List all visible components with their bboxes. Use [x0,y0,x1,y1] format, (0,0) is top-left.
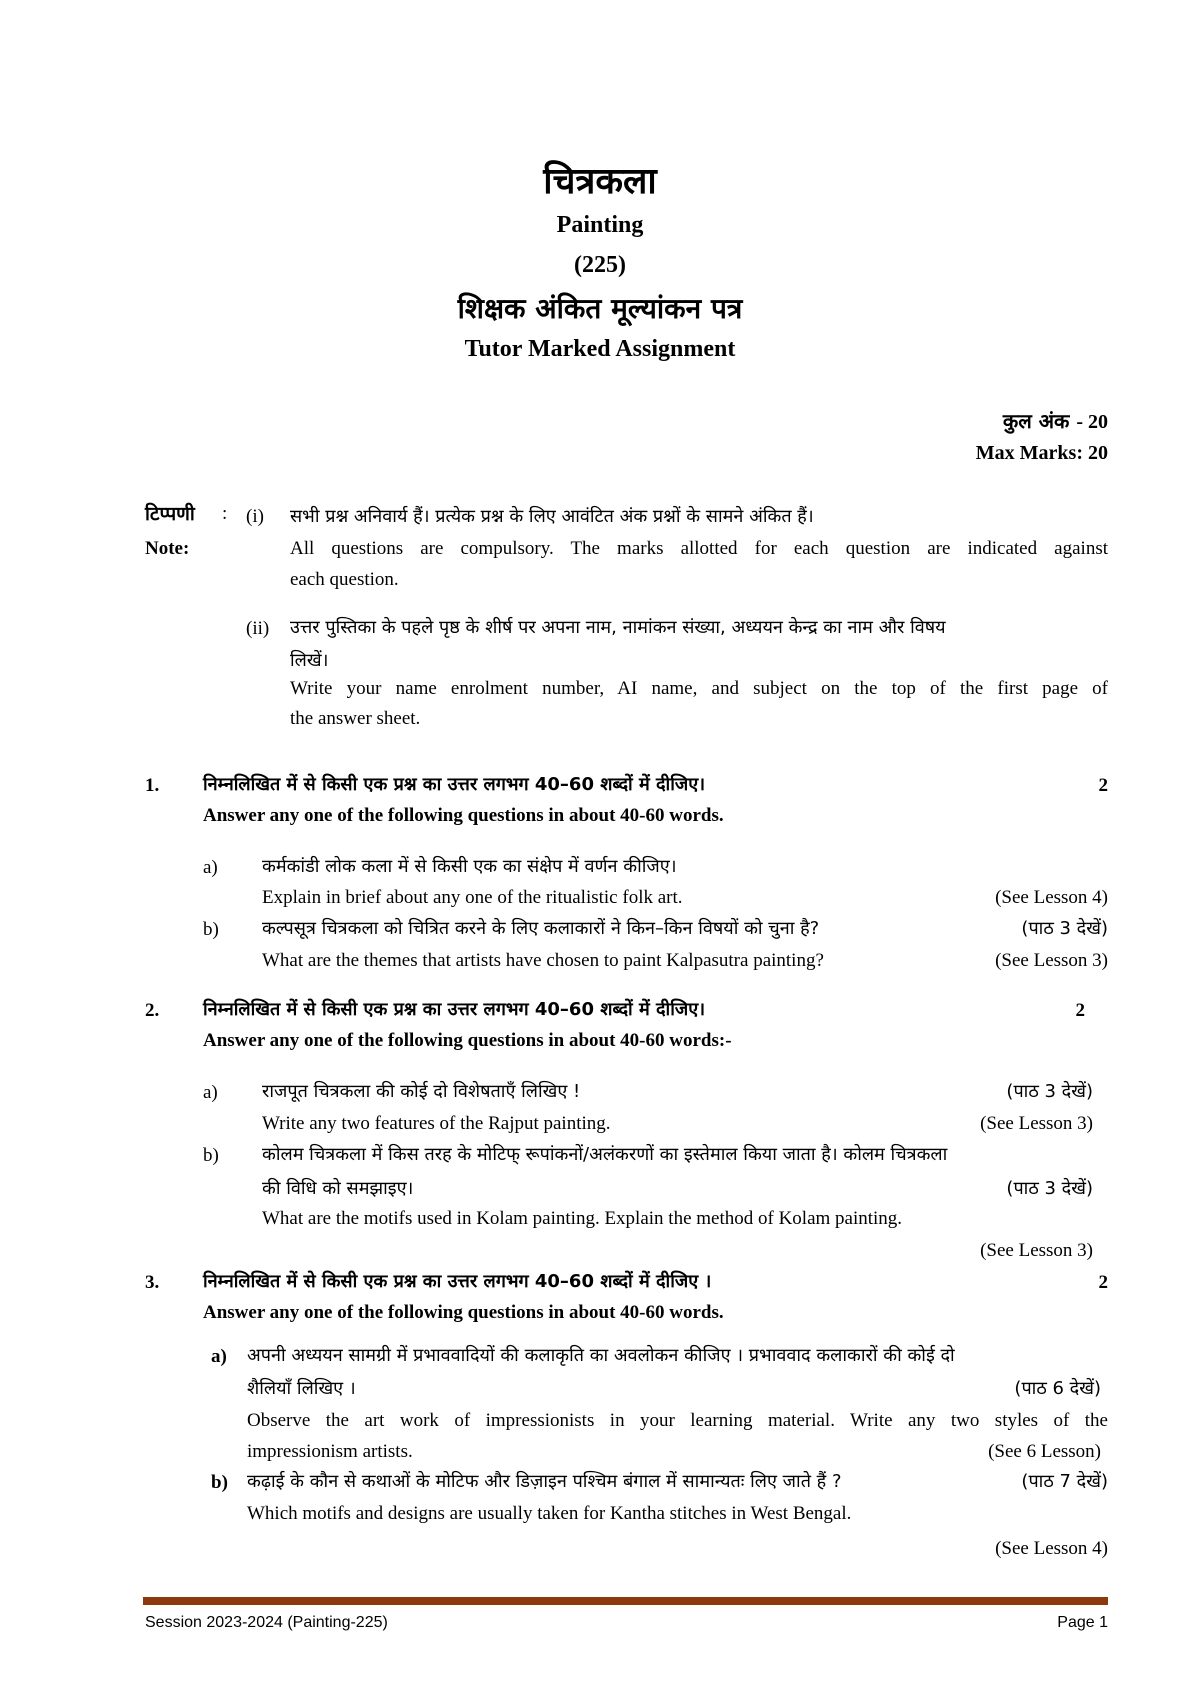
subquestion-hindi: शैलियाँ लिखिए । [247,1378,356,1399]
note-item-number: (i) [246,506,264,527]
total-marks-value: - 20 [1076,411,1108,433]
subquestion-english: Write any two features of the Rajput painting. [262,1113,611,1134]
note-item-english-line: Write your name enrolment number, AI name, and subject on the top of the first page of [290,678,1108,699]
note-label-hindi: टिप्पणी [145,503,195,525]
lesson-reference: (See 6 Lesson) [988,1441,1101,1462]
lesson-reference: (See Lesson 4) [995,1538,1108,1559]
subquestion-hindi: राजपूत चित्रकला की कोई दो विशेषताएँ लिखिए ! [262,1081,581,1102]
subquestion-english: What are the themes that artists have chosen to paint Kalpasutra painting? [262,950,824,971]
subquestion-hindi: कढ़ाई के कौन से कथाओं के मोटिफ और डिज़ाइन पश्चिम बंगाल में सामान्यतः लिए जाते हैं ? [247,1471,842,1492]
page-title-hindi: चित्रकला [543,161,657,202]
subquestion-hindi: कल्पसूत्र चित्रकला को चित्रित करने के लिए कलाकारों ने किन–किन विषयों को चुना है? [262,918,820,939]
question-instruction-hindi: निम्नलिखित में से किसी एक प्रश्न का उत्तर लगभग 40–60 शब्दों में दीजिए। [203,774,706,795]
lesson-reference-hindi: (पाठ 3 देखें) [1006,1178,1093,1199]
note-item-number: (ii) [246,618,270,639]
footer-rule [143,1597,1108,1605]
subquestion-label: b) [203,919,219,940]
question-instruction-hindi: निम्नलिखित में से किसी एक प्रश्न का उत्तर लगभग 40–60 शब्दों में दीजिए। [203,999,706,1020]
subquestion-english: Explain in brief about any one of the ritualistic folk art. [262,887,683,908]
subtitle-english: Tutor Marked Assignment [464,336,736,362]
question-instruction-english: Answer any one of the following questions in about 40-60 words. [203,805,724,826]
note-item-hindi: सभी प्रश्न अनिवार्य हैं। प्रत्येक प्रश्न के लिए आवंटित अंक प्रश्नों के सामने अंकित हैं। [290,506,814,527]
note-label-english: Note: [145,538,190,559]
total-marks-label: कुल अंक [1002,409,1070,433]
lesson-reference: (See Lesson 4) [995,887,1108,908]
footer-page-number: Page 1 [1057,1614,1108,1631]
note-item-english-line: the answer sheet. [290,708,421,729]
subquestion-label: b) [211,1472,228,1493]
subquestion-label: a) [203,1082,218,1103]
note-item-hindi: उत्तर पुस्तिका के पहले पृष्ठ के शीर्ष पर अपना नाम, नामांकन संख्या, अध्ययन केन्द्र का नाम और विषय [290,617,946,638]
lesson-reference: (See Lesson 3) [995,950,1108,971]
lesson-reference-hindi: (पाठ 3 देखें) [1021,918,1108,939]
question-instruction-english: Answer any one of the following questions in about 40-60 words. [203,1302,724,1323]
question-number: 3. [145,1272,160,1293]
subquestion-english: impressionism artists. [247,1441,413,1462]
note-item-hindi: लिखें। [290,650,329,671]
lesson-reference-hindi: (पाठ 6 देखें) [1014,1378,1101,1399]
course-code: (225) [574,252,626,278]
note-item-english-line: each question. [290,569,399,590]
total-marks [1003,407,1108,434]
question-marks: 2 [1098,775,1108,796]
question-instruction-english: Answer any one of the following questions in about 40-60 words:- [203,1030,732,1051]
subquestion-label: b) [203,1145,219,1166]
subquestion-english: Observe the art work of impressionists in your learning material. Write any two styles of the [247,1410,1108,1431]
lesson-reference-hindi: (पाठ 3 देखें) [1006,1081,1093,1102]
subquestion-hindi: अपनी अध्ययन सामग्री में प्रभाववादियों की कलाकृति का अवलोकन कीजिए । प्रभाववाद कलाकारों की कोई दो [247,1345,955,1366]
lesson-reference: (See Lesson 3) [980,1240,1093,1261]
subquestion-label: a) [211,1346,227,1367]
question-number: 1. [145,775,160,796]
lesson-reference: (See Lesson 3) [980,1113,1093,1134]
subquestion-hindi: की विधि को समझाइए। [262,1178,414,1199]
footer-session: Session 2023-2024 (Painting-225) [145,1614,388,1631]
subquestion-hindi: कोलम चित्रकला में किस तरह के मोटिफ् रूपांकनों/अलंकरणों का इस्तेमाल किया जाता है। कोलम चित्रकला [262,1144,948,1165]
lesson-reference-hindi: (पाठ 7 देखें) [1021,1471,1108,1492]
question-number: 2. [145,1000,160,1021]
note-colon: : [222,503,228,524]
subquestion-english: What are the motifs used in Kolam painting. Explain the method of Kolam painting. [262,1208,903,1229]
question-instruction-hindi: निम्नलिखित में से किसी एक प्रश्न का उत्तर लगभग 40–60 शब्दों में दीजिए । [203,1271,712,1292]
question-marks: 2 [1075,1000,1085,1021]
max-marks: Max Marks: 20 [975,442,1108,464]
note-item-english-line: All questions are compulsory. The marks allotted for each question are indicated against [290,538,1108,559]
subquestion-hindi: कर्मकांडी लोक कला में से किसी एक का संक्षेप में वर्णन कीजिए। [262,856,677,877]
subquestion-label: a) [203,857,218,878]
subquestion-english: Which motifs and designs are usually taken for Kantha stitches in West Bengal. [247,1503,852,1524]
page-title-english: Painting [556,212,644,238]
subtitle-hindi: शिक्षक अंकित मूल्यांकन पत्र [457,292,743,325]
question-marks: 2 [1098,1272,1108,1293]
